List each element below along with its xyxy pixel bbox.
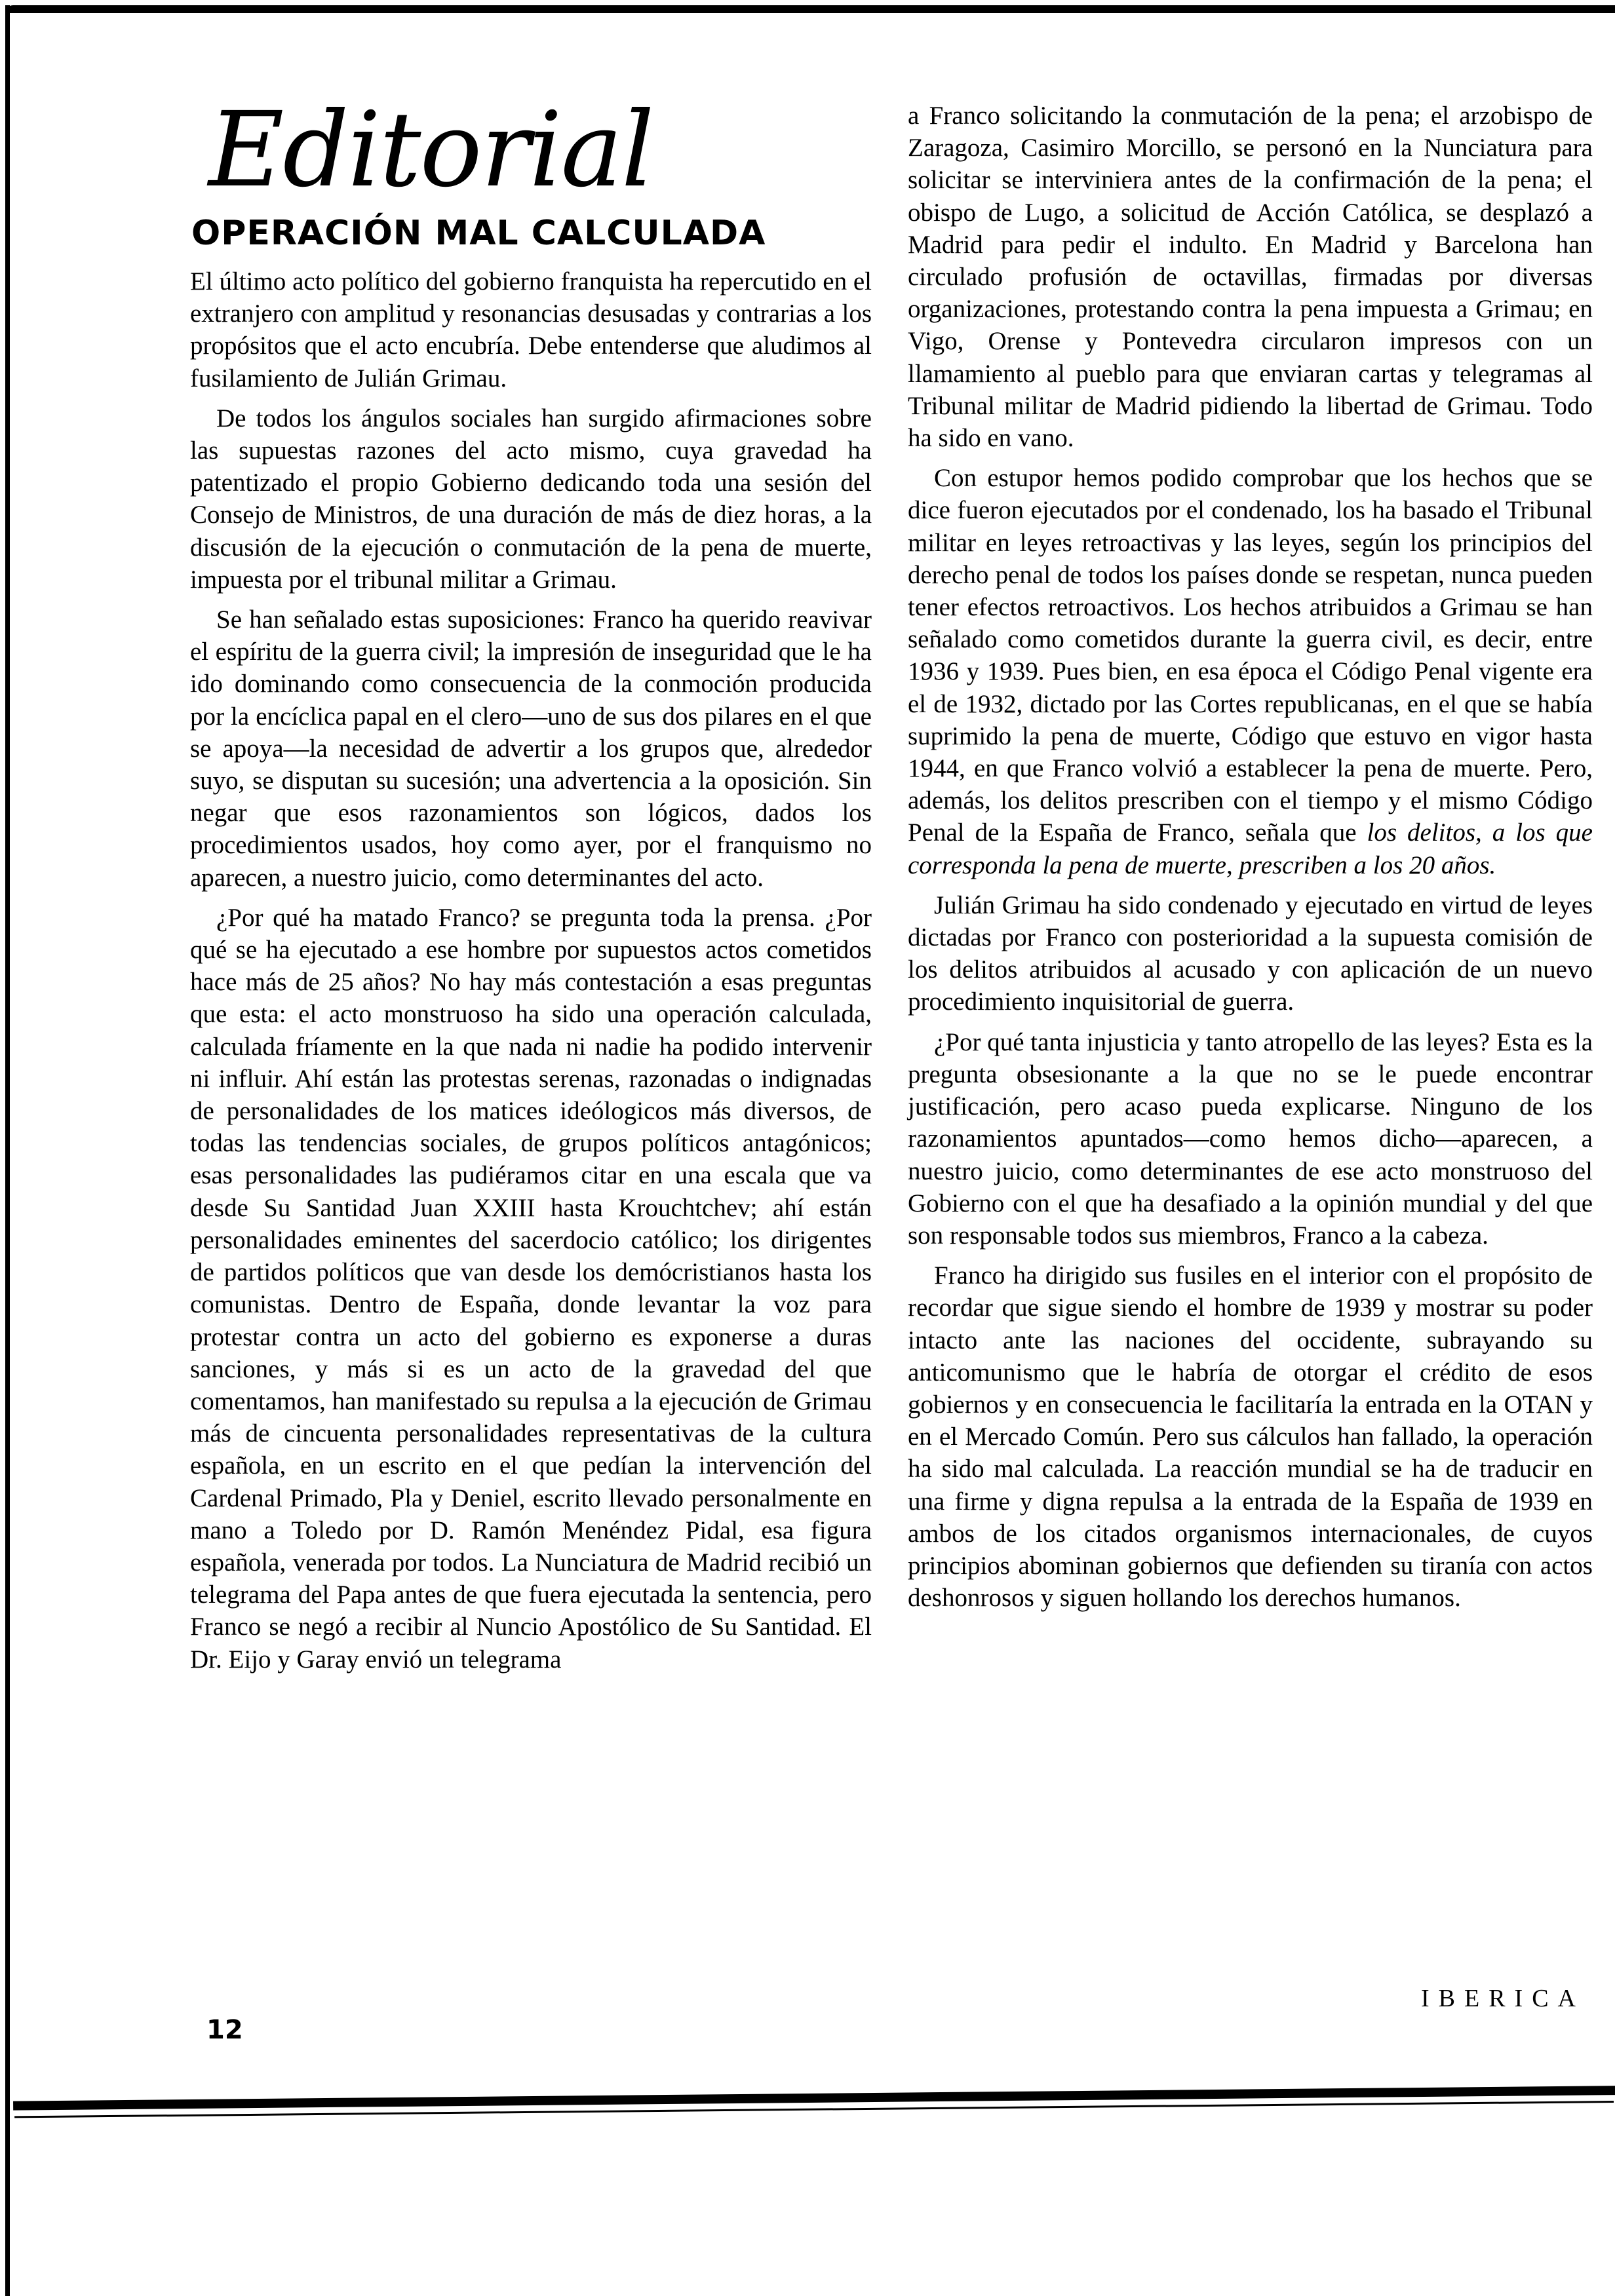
section-title: Editorial (208, 90, 653, 210)
paragraph-text: Con estupor hemos podido comprobar que los hechos que se dice fueron ejecutados por el condenado, los ha basado el Tribunal militar en leyes retroactivas y las leyes, según los principios del derecho penal de todos los países donde se respetan, nunca pueden tener efectos retroactivos. Los hechos atribuidos a Grimau se han señalado como cometidos durante la guerra civil, es decir, entre 1936 y 1939. Pues bien, en esa época el Código Penal vigente era el de 1932, dictado por las Cortes republicanas, en el que se había suprimido la pena de muerte, Código que estuvo en vigor hasta 1944, en que Franco volvió a establecer la pena de muerte. Pero, además, los delitos prescriben con el tiempo y el mismo Código Penal de la España de Franco, señala que (908, 464, 1593, 847)
paragraph (908, 889, 1593, 1018)
paragraph-text: Franco ha dirigido sus fusiles en el interior con el propósito de recordar que sigue siendo el hombre de 1939 y mostrar su poder intacto ante las naciones del occidente, subrayando su anticomunismo que le habría de otorgar el crédito de esos gobiernos y en consecuencia le facilitaría la entrada en la OTAN y en el Mercado Común. Pero sus cálculos han fallado, la operación ha sido mal calculada. La reacción mundial se ha de traducir en una firme y digna repulsa a la entrada de la España de 1939 en ambos de los citados organismos internacionales, de cuyos principios abominan gobiernos que defienden su tiranía con actos deshonrosos y siguen hollando los derechos humanos. (908, 1261, 1593, 1613)
bottom-rule (13, 2086, 1615, 2111)
publication-signature: IBERICA (1421, 1985, 1585, 2012)
article-headline: OPERACIÓN MAL CALCULADA (191, 214, 766, 253)
paragraph-text: Julián Grimau ha sido condenado y ejecutado en virtud de leyes dictadas por Franco con posterioridad a la supuesta comisión de los delitos atribuidos al acusado y con aplicación de un nuevo procedimiento inquisitorial de guerra. (908, 890, 1593, 1016)
paragraph-text: a Franco solicitando la conmutación de la pena; el arzobispo de Zaragoza, Casimiro Morcillo, se personó en la Nunciatura para solicitar se interviniera antes de la confirmación de la pena; el obispo de Lugo, a solicitud de Acción Católica, se desplazó a Madrid para pedir el indulto. En Madrid y Barcelona han circulado profusión de octavillas, firmadas por diversas organizaciones, protestando contra la pena impuesta a Grimau; en Vigo, Orense y Pontevedra circularon impresos con un llamamiento al pueblo para que enviaran cartas y telegramas al Tribunal militar de Madrid pidiendo la libertad de Grimau. Todo ha sido en vano. (908, 102, 1593, 453)
paragraph: ¿Por qué ha matado Franco? se pregunta toda la prensa. ¿Por qué se ha ejecutado a ese hombre por supuestos actos cometidos hace más de 25 años? No hay más contestación a esas preguntas que esta: el acto monstruoso ha sido una operación calculada, calculada fríamente en la que nada ni nadie ha podido intervenir ni influir. Ahí están las protestas serenas, razonadas o indignadas de personalidades de los matices ideólogicos más diversos, de todas las tendencias sociales, de grupos políticos antagónicos; esas personalidades las pudiéramos citar en una escala que va desde Su Santidad Juan XXIII hasta Krouchtchev; ahí están personalidades eminentes del sacerdocio católico; los dirigentes de partidos políticos que van desde los demócristianos hasta los comunistas. Dentro de España, donde levantar la voz para protestar contra un acto del gobierno es exponerse a duras sanciones, y más si es un acto de la gravedad del que comentamos, han manifestado su repulsa a la ejecución de Grimau más de cincuenta personalidades representativas de la cultura española, en un escrito en el que pedían la intervención del Cardenal Primado, Pla y Deniel, escrito llevado personalmente en mano a Toledo por D. Ramón Menéndez Pidal, esa figura española, venerada por todos. La Nunciatura de Madrid recibió un telegrama del Papa antes de que fuera ejecutada la sentencia, pero Franco se negó a recibir al Nuncio Apostólico de Su Santidad. El Dr. Eijo y Garay envió un telegrama (190, 903, 872, 1674)
paragraph (908, 462, 1593, 881)
left-column (190, 265, 872, 1683)
paragraph-text: ¿Por qué tanta injusticia y tanto atropello de las leyes? Esta es la pregunta obsesionante a la que no se le puede encontrar justificación, pero acaso pueda explicarse. Ninguno de los razonamientos apuntados—como hemos dicho—aparecen, a nuestro juicio, como determinantes de ese acto monstruoso del Gobierno con el que ha desafiado a la opinión mundial y del que son responsable todos sus miembros, Franco a la cabeza. (908, 1027, 1593, 1250)
paragraph: Se han señalado estas suposiciones: Franco ha querido reavivar el espíritu de la guerra civil; la impresión de inseguridad que le ha ido dominando como consecuencia de la conmoción producida por la encíclica papal en el clero—uno de sus dos pilares en el que se apoya—la necesidad de advertir a los grupos que, alrededor suyo, se disputan su sucesión; una advertencia a la oposición. Sin negar que esos razonamientos son lógicos, dados los procedimientos usados, hoy como ayer, por el franquismo no aparecen, a nuestro juicio, como determinantes del acto. (190, 605, 872, 892)
paragraph (908, 100, 1593, 454)
page-border-top (5, 5, 1615, 13)
legal-quote: los delitos, a los que corresponda la pena de muerte, prescriben a los 20 años. (908, 818, 1593, 879)
paragraph (908, 1026, 1593, 1252)
page-number: 12 (206, 2015, 243, 2045)
paragraph: El último acto político del gobierno franquista ha repercutido en el extranjero con amplitud y resonancias desusadas y contrarias a los propósitos que el acto encubría. Debe entenderse que aludimos al fusilamiento de Julián Grimau. (190, 267, 872, 392)
paragraph: De todos los ángulos sociales han surgido afirmaciones sobre las supuestas razones del acto mismo, cuya gravedad ha patentizado el propio Gobierno dedicando toda una sesión del Consejo de Ministros, de una duración de más de diez horas, a la discusión de la ejecución o conmutación de la pena de muerte, impuesta por el tribunal militar a Grimau. (190, 404, 872, 594)
right-column (908, 100, 1593, 1622)
paragraph (908, 1259, 1593, 1614)
page-border-left (5, 5, 10, 2296)
